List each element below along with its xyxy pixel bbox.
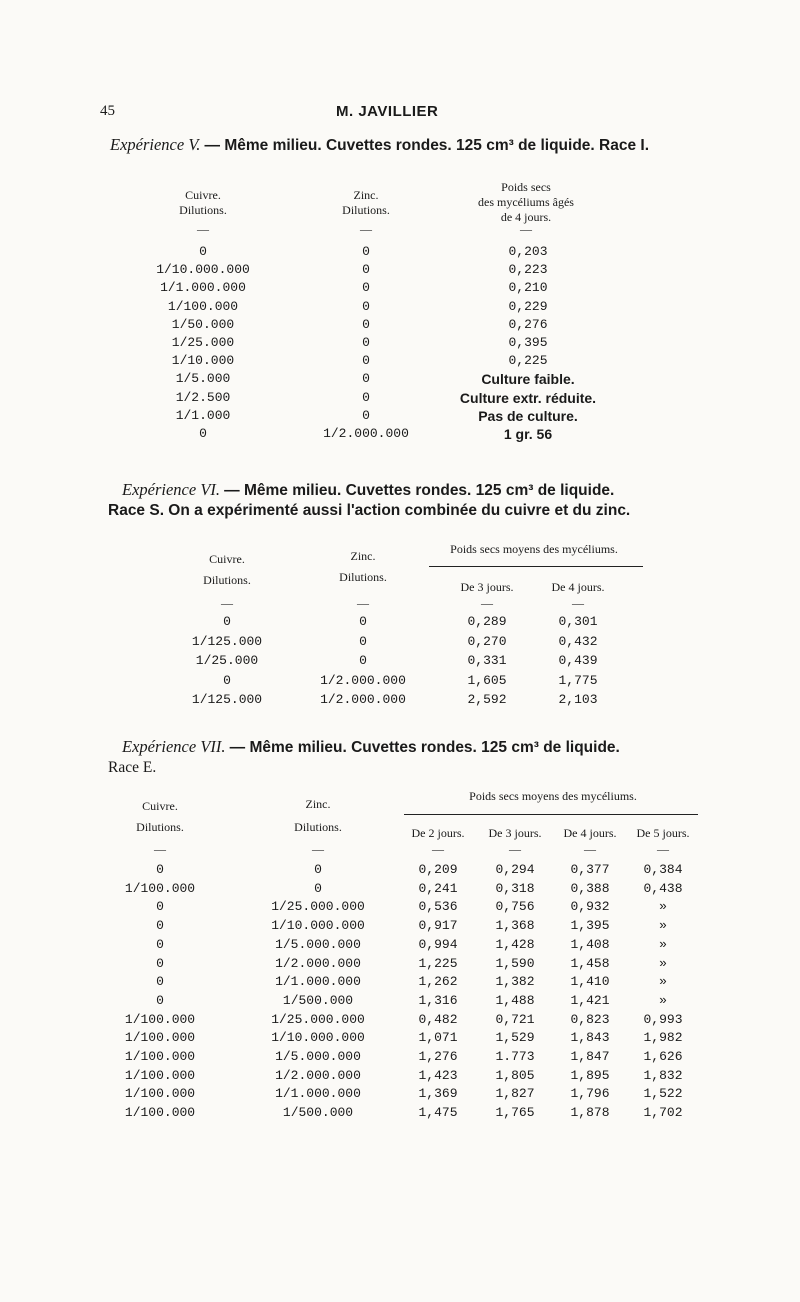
exp7-cell-zinc: 1/10.000.000 (271, 1030, 365, 1046)
exp5-cell-cuivre: 1/2.500 (175, 389, 231, 405)
exp7-cell-jours-5: » (659, 899, 667, 915)
exp7-col-zinc-header: Zinc. (305, 797, 331, 811)
exp7-col-dash: — (154, 842, 166, 856)
exp6-cell-4-jours: 0,301 (558, 614, 598, 629)
exp7-cell-jours-2: 0,917 (418, 918, 458, 934)
exp6-cell-zinc: 0 (359, 614, 367, 629)
running-head-author: M. JAVILLIER (336, 103, 439, 120)
exp5-cell-poids: Culture extr. réduite. (459, 389, 597, 406)
page-number: 45 (100, 103, 115, 119)
exp5-cell-cuivre: 1/10.000.000 (156, 262, 250, 278)
exp6-cell-3-jours: 2,592 (467, 692, 507, 707)
exp7-cell-zinc: 1/5.000.000 (275, 1049, 361, 1064)
exp7-cell-jours-2: 1,071 (418, 1030, 458, 1046)
exp7-cell-cuivre: 1/100.000 (124, 1086, 196, 1102)
exp5-cell-poids: 0,276 (508, 316, 548, 332)
exp7-cell-zinc: 1/1.000.000 (275, 974, 361, 990)
exp7-cell-jours-4: 0,823 (570, 1011, 610, 1027)
exp6-col-dash: — (572, 596, 584, 610)
exp7-cell-jours-3: 0,294 (495, 862, 535, 877)
exp7-cell-zinc: 1/500.000 (282, 1105, 354, 1121)
exp7-cell-jours-4: 1,458 (570, 955, 610, 971)
exp7-cell-jours-3: 1,428 (495, 936, 535, 952)
exp7-sub-header: De 3 jours. (488, 826, 542, 840)
exp5-cell-cuivre: 1/5.000 (175, 371, 231, 387)
exp7-cell-jours-5: » (659, 974, 667, 990)
exp5-heading (110, 135, 649, 155)
exp5-cell-zinc: 0 (362, 353, 370, 369)
exp7-cell-jours-2: 1,276 (418, 1049, 458, 1064)
exp7-cell-cuivre: 0 (156, 918, 164, 934)
exp6-cell-cuivre: 0 (223, 614, 231, 629)
exp7-cell-cuivre: 0 (156, 899, 164, 915)
exp6-cell-zinc: 1/2.000.000 (320, 672, 406, 688)
exp7-cell-jours-5: 0,993 (643, 1011, 683, 1027)
exp6-group-brace (429, 566, 643, 567)
exp6-cell-cuivre: 1/125.000 (191, 692, 263, 707)
exp7-text-1: — Même milieu. Cuvettes rondes. 125 cm³ de liquide. (229, 739, 620, 756)
exp6-cell-4-jours: 2,103 (558, 692, 598, 707)
exp7-cell-jours-4: 0,388 (570, 880, 610, 896)
exp7-cell-jours-3: 1,805 (495, 1067, 535, 1083)
exp7-cell-jours-2: 1,316 (418, 992, 458, 1008)
exp6-cell-cuivre: 1/125.000 (191, 633, 263, 649)
exp7-label: Expérience VII. (122, 737, 226, 756)
exp7-col-dash: — (584, 842, 596, 856)
exp7-cell-jours-3: 1,382 (495, 974, 535, 990)
exp5-cell-zinc: 0 (362, 298, 370, 314)
exp7-cell-jours-4: 1,895 (570, 1067, 610, 1083)
exp6-cell-zinc: 0 (359, 633, 367, 649)
exp7-cell-zinc: 1/25.000.000 (271, 1011, 365, 1027)
exp7-cell-cuivre: 1/100.000 (124, 1011, 196, 1027)
exp7-cell-jours-2: 1,262 (418, 974, 458, 990)
exp7-cell-zinc: 1/2.000.000 (275, 955, 361, 971)
exp5-cell-poids: 0,395 (508, 335, 548, 350)
exp5-cell-cuivre: 1/25.000 (171, 335, 235, 350)
exp6-col-dash: — (357, 596, 369, 610)
exp6-col-zinc-header: Zinc. (350, 549, 376, 563)
exp7-cell-jours-3: 1,590 (495, 955, 535, 971)
exp7-cell-zinc: 1/25.000.000 (271, 899, 365, 915)
exp7-cell-jours-5: » (659, 918, 667, 934)
exp7-cell-jours-3: 0,721 (495, 1011, 535, 1027)
exp5-col-poids-dash: — (520, 222, 532, 236)
exp6-cell-zinc: 1/2.000.000 (320, 692, 406, 707)
exp6-cell-4-jours: 0,432 (558, 633, 598, 649)
exp7-cell-jours-4: 1,408 (570, 936, 610, 952)
exp5-cell-poids: 0,210 (508, 280, 548, 296)
exp5-cell-zinc: 0 (362, 262, 370, 278)
exp6-cell-3-jours: 0,331 (467, 653, 507, 668)
exp5-cell-zinc: 0 (362, 389, 370, 405)
exp7-cell-jours-2: 1,225 (418, 955, 458, 971)
exp5-cell-poids: 0,223 (508, 262, 548, 278)
exp6-col-dash: — (221, 596, 233, 610)
exp7-col-dash: — (657, 842, 669, 856)
exp7-cell-jours-4: 1,395 (570, 918, 610, 934)
exp7-cell-jours-4: 1,796 (570, 1086, 610, 1102)
exp7-cell-jours-4: 1,878 (570, 1105, 610, 1121)
exp7-cell-zinc: 1/500.000 (282, 992, 354, 1008)
exp7-col-zinc-header-2: Dilutions. (294, 820, 342, 834)
exp5-cell-poids: 0,229 (508, 298, 548, 314)
exp7-cell-zinc: 0 (314, 880, 322, 896)
exp5-cell-zinc: 0 (362, 244, 370, 259)
exp5-cell-poids: 0,203 (508, 244, 548, 259)
exp7-cell-jours-2: 0,209 (418, 862, 458, 877)
exp6-sub-header: De 4 jours. (551, 580, 605, 594)
exp7-cell-cuivre: 0 (156, 936, 164, 952)
exp5-col-cuivre-dash: — (197, 222, 209, 236)
exp7-cell-cuivre: 1/100.000 (124, 1030, 196, 1046)
exp5-cell-zinc: 0 (362, 280, 370, 296)
exp5-text: — Même milieu. Cuvettes rondes. 125 cm³ de liquide. Race I. (204, 137, 650, 154)
exp7-cell-jours-3: 1.773 (495, 1049, 535, 1064)
exp7-cell-jours-5: 0,384 (643, 862, 683, 877)
exp5-col-zinc-header: Zinc. Dilutions. (342, 188, 390, 217)
exp6-sub-header: De 3 jours. (460, 580, 514, 594)
exp6-cell-cuivre: 1/25.000 (195, 653, 259, 668)
exp7-cell-cuivre: 1/100.000 (124, 1049, 196, 1064)
exp5-col-cuivre-header: Cuivre. Dilutions. (179, 188, 227, 217)
exp7-cell-jours-5: 1,626 (643, 1049, 683, 1064)
exp7-cell-jours-4: 0,932 (570, 899, 610, 915)
exp7-cell-jours-5: » (659, 955, 667, 971)
exp7-cell-cuivre: 0 (156, 955, 164, 971)
exp7-cell-jours-3: 1,765 (495, 1105, 535, 1121)
exp6-cell-4-jours: 1,775 (558, 672, 598, 688)
exp7-cell-zinc: 1/10.000.000 (271, 918, 365, 934)
exp6-cell-zinc: 0 (359, 653, 367, 668)
exp6-col-dash: — (481, 596, 493, 610)
exp7-cell-jours-2: 0,482 (418, 1011, 458, 1027)
exp5-cell-zinc: 0 (362, 335, 370, 350)
exp6-cell-3-jours: 0,270 (467, 633, 507, 649)
exp7-cell-cuivre: 1/100.000 (124, 1105, 196, 1121)
exp6-heading (122, 480, 614, 500)
exp5-cell-cuivre: 0 (199, 426, 207, 441)
exp7-cell-jours-3: 1,488 (495, 992, 535, 1008)
exp7-cell-cuivre: 0 (156, 992, 164, 1008)
exp7-cell-jours-2: 1,369 (418, 1086, 458, 1102)
exp7-cell-jours-5: 1,832 (643, 1067, 683, 1083)
exp5-label: Expérience V. (110, 135, 201, 154)
exp7-cell-jours-2: 0,994 (418, 936, 458, 952)
exp7-col-cuivre-header: Cuivre. (142, 799, 178, 813)
exp7-col-cuivre-header-2: Dilutions. (136, 820, 184, 834)
exp7-cell-cuivre: 1/100.000 (124, 880, 196, 896)
exp5-cell-cuivre: 1/1.000.000 (160, 280, 246, 296)
exp7-cell-jours-5: 0,438 (643, 880, 683, 896)
exp7-cell-jours-5: » (659, 992, 667, 1008)
exp7-col-dash: — (312, 842, 324, 856)
exp5-cell-cuivre: 1/50.000 (171, 316, 235, 332)
exp6-col-zinc-header-2: Dilutions. (339, 570, 387, 584)
exp7-cell-zinc: 1/1.000.000 (275, 1086, 361, 1102)
exp7-cell-jours-2: 1,423 (418, 1067, 458, 1083)
exp5-cell-cuivre: 1/10.000 (171, 353, 235, 369)
exp5-cell-zinc: 1/2.000.000 (323, 426, 409, 441)
exp7-cell-zinc: 1/5.000.000 (275, 936, 361, 952)
exp6-col-cuivre-header: Cuivre. (209, 552, 245, 566)
exp5-cell-poids: 0,225 (508, 353, 548, 369)
exp7-cell-jours-3: 0,756 (495, 899, 535, 915)
exp6-text-2: Race S. On a expérimenté aussi l'action combinée du cuivre et du zinc. (108, 502, 631, 519)
exp7-cell-jours-3: 1,368 (495, 918, 535, 934)
exp5-cell-poids: 1 gr. 56 (503, 426, 553, 442)
exp5-cell-cuivre: 1/1.000 (175, 407, 231, 423)
exp7-cell-jours-2: 0,241 (418, 880, 458, 896)
exp5-cell-zinc: 0 (362, 316, 370, 332)
exp7-cell-jours-3: 0,318 (495, 880, 535, 896)
exp7-group-brace (404, 814, 698, 815)
exp6-cell-3-jours: 0,289 (467, 614, 507, 629)
exp7-cell-jours-4: 1,421 (570, 992, 610, 1008)
exp7-cell-jours-3: 1,827 (495, 1086, 535, 1102)
exp7-cell-cuivre: 0 (156, 862, 164, 877)
exp6-cell-3-jours: 1,605 (467, 672, 507, 688)
exp5-cell-cuivre: 1/100.000 (167, 298, 239, 314)
exp6-cell-cuivre: 0 (223, 672, 231, 688)
exp7-cell-cuivre: 1/100.000 (124, 1067, 196, 1083)
exp5-cell-cuivre: 0 (199, 244, 207, 259)
exp7-sub-header: De 2 jours. (411, 826, 465, 840)
exp7-text-2: Race E. (108, 759, 157, 776)
exp7-cell-zinc: 1/2.000.000 (275, 1067, 361, 1083)
exp7-cell-jours-2: 1,475 (418, 1105, 458, 1121)
exp6-col-cuivre-header-2: Dilutions. (203, 573, 251, 587)
exp7-cell-cuivre: 0 (156, 974, 164, 990)
exp7-cell-jours-5: 1,522 (643, 1086, 683, 1102)
exp5-col-poids-header: Poids secs des mycéliums âgés de 4 jours. (478, 180, 574, 224)
exp5-cell-zinc: 0 (362, 407, 370, 423)
exp6-text-1: — Même milieu. Cuvettes rondes. 125 cm³ de liquide. (224, 482, 615, 499)
exp7-cell-jours-3: 1,529 (495, 1030, 535, 1046)
exp7-group-header: Poids secs moyens des mycéliums. (469, 789, 637, 803)
exp7-col-dash: — (432, 842, 444, 856)
exp7-cell-zinc: 0 (314, 862, 322, 877)
exp7-col-dash: — (509, 842, 521, 856)
exp6-group-header: Poids secs moyens des mycéliums. (450, 542, 618, 556)
exp7-heading (122, 737, 620, 757)
exp7-cell-jours-4: 1,410 (570, 974, 610, 990)
exp7-sub-header: De 4 jours. (563, 826, 617, 840)
exp7-sub-header: De 5 jours. (636, 826, 690, 840)
exp5-cell-poids: Pas de culture. (478, 407, 578, 424)
exp7-cell-jours-5: 1,702 (643, 1105, 683, 1121)
exp7-cell-jours-4: 1,843 (570, 1030, 610, 1046)
exp7-cell-jours-5: 1,982 (643, 1030, 683, 1046)
exp6-label: Expérience VI. (122, 480, 221, 499)
exp5-cell-zinc: 0 (362, 371, 370, 387)
exp7-cell-jours-4: 0,377 (570, 862, 610, 877)
exp7-cell-jours-4: 1,847 (570, 1049, 610, 1064)
exp5-col-zinc-dash: — (360, 222, 372, 236)
exp7-cell-jours-5: » (659, 936, 667, 952)
exp6-cell-4-jours: 0,439 (558, 653, 598, 668)
exp7-cell-jours-2: 0,536 (418, 899, 458, 915)
exp5-cell-poids: Culture faible. (481, 371, 575, 388)
